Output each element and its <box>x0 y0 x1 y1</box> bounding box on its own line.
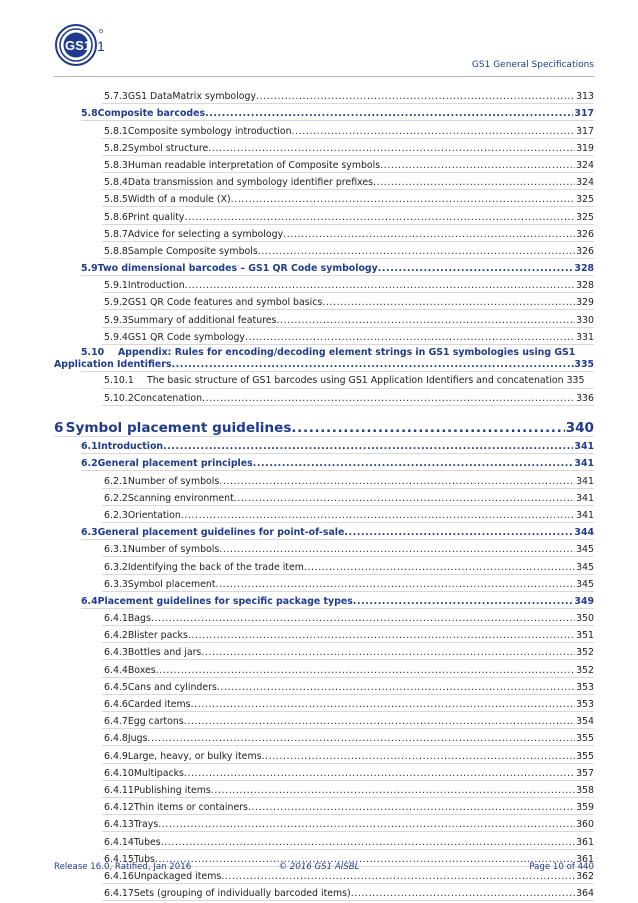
toc-entry-page: 325 <box>576 194 594 206</box>
toc-entry-subsection[interactable] <box>102 540 594 557</box>
toc-entry-page: 330 <box>576 314 594 326</box>
toc-entry-number: 6.3.1 <box>104 544 128 556</box>
toc-entry-subsection[interactable] <box>102 643 594 660</box>
toc-entry-page: 341 <box>576 492 594 504</box>
toc-entry-page: 317 <box>576 125 594 137</box>
toc-entry-section[interactable] <box>81 454 594 471</box>
toc-leader-dots <box>185 280 575 292</box>
toc-leader-dots <box>188 630 575 642</box>
toc-entry-number: 6.3.3 <box>104 578 128 590</box>
toc-entry-title: Bags <box>127 613 151 625</box>
toc-entry-page: 352 <box>576 664 594 676</box>
toc-entry-number: 6.2.3 <box>104 509 128 521</box>
toc-entry-number: 6.4.16 <box>104 870 134 882</box>
toc-entry-section[interactable] <box>54 345 594 372</box>
toc-entry-title: Appendix: Rules for encoding/decoding element strings in GS1 symbologies using GS1 <box>118 346 576 358</box>
toc-entry-title: Number of symbols <box>127 544 220 556</box>
toc-entry-title: Cans and cylinders <box>127 681 217 693</box>
toc-entry-number: 6.3 <box>81 527 98 539</box>
toc-entry-subsection[interactable] <box>102 660 594 677</box>
toc-entry-subsection[interactable] <box>102 489 594 506</box>
toc-entry-number: 6.1 <box>81 441 98 453</box>
toc-entry-number: 5.10.1 <box>104 374 134 386</box>
toc-leader-dots <box>256 91 575 103</box>
toc-entry-number: 5.9.2 <box>104 297 128 309</box>
toc-entry-title: Composite barcodes <box>97 108 206 120</box>
toc-entry-subsection[interactable] <box>102 781 594 798</box>
toc-entry-number: 6.4.3 <box>104 647 128 659</box>
toc-entry-title: GS1 QR Code features and symbol basics <box>127 297 323 309</box>
toc-entry-subsection[interactable] <box>102 695 594 712</box>
toc-entry-subsection[interactable] <box>102 190 594 207</box>
toc-entry-title: Symbol structure <box>127 142 209 154</box>
toc-entry-page: 317 <box>574 108 594 120</box>
toc-entry-number: 5.9 <box>81 263 98 275</box>
toc-entry-section[interactable] <box>81 104 594 121</box>
toc-entry-title: Carded items <box>127 699 191 710</box>
toc-entry-section[interactable] <box>81 523 594 540</box>
toc-entry-number: 5.8.4 <box>104 177 128 189</box>
document-title: GS1 General Specifications <box>471 60 594 70</box>
toc-leader-dots <box>211 785 575 797</box>
toc-leader-dots <box>292 126 576 138</box>
toc-entry-number: 5.10.2 <box>104 393 134 404</box>
toc-entry-title: Unpackaged items <box>133 870 222 882</box>
toc-entry-page: 349 <box>574 595 594 607</box>
toc-entry-page: 352 <box>576 647 594 659</box>
toc-entry-page: 345 <box>576 561 594 573</box>
toc-entry-page: 341 <box>574 458 594 470</box>
toc-entry-number: 6.4.14 <box>104 836 134 848</box>
toc-leader-dots <box>291 420 564 436</box>
toc-entry-number: 6.4.12 <box>104 802 134 814</box>
toc-leader-dots <box>172 359 575 371</box>
toc-leader-dots <box>219 544 575 556</box>
toc-entry-title: Sample Composite symbols <box>127 245 258 257</box>
toc-entry-number: 6.4.7 <box>104 716 128 728</box>
toc-leader-dots <box>261 751 575 763</box>
toc-entry-title: Width of a module (X) <box>127 194 231 206</box>
toc-entry-number: 6.2.2 <box>104 492 128 504</box>
toc-entry-title: Symbol placement <box>127 578 216 590</box>
toc-entry-page: 324 <box>576 159 594 171</box>
toc-leader-dots <box>378 263 574 275</box>
toc-entry-page: 324 <box>576 177 594 189</box>
toc-entry-title: Composite symbology introduction <box>127 125 292 137</box>
toc-entry-title: Orientation <box>127 509 181 521</box>
toc-entry-number: 6.4.13 <box>104 819 134 831</box>
toc-entry-title: General placement guidelines for point-of-sale <box>97 527 345 539</box>
footer-page-number: Page 10 of 440 <box>529 862 594 872</box>
toc-entry-number: 5.9.3 <box>104 314 128 326</box>
toc-entry-page: 344 <box>574 527 594 539</box>
toc-entry-page: 355 <box>576 733 594 745</box>
toc-entry-number: 5.8.3 <box>104 159 128 171</box>
table-of-contents <box>54 87 594 901</box>
toc-entry-page: 357 <box>576 767 594 779</box>
toc-leader-dots <box>253 458 574 470</box>
toc-entry-number: 6.4.4 <box>104 664 128 676</box>
logo-text: GS1 <box>65 38 92 53</box>
toc-entry-page: 328 <box>574 263 594 275</box>
toc-entry-subsection[interactable] <box>102 156 594 173</box>
toc-leader-dots <box>353 596 574 608</box>
toc-entry-page: 359 <box>576 802 594 814</box>
toc-entry-subsection[interactable] <box>102 832 594 849</box>
toc-leader-dots <box>231 194 575 206</box>
toc-entry-title: Identifying the back of the trade item <box>127 561 304 573</box>
toc-entry-title: Placement guidelines for specific package types <box>97 595 353 607</box>
toc-entry-title: Symbol placement guidelines <box>65 420 292 436</box>
toc-leader-dots <box>191 699 576 711</box>
toc-leader-dots <box>205 108 573 120</box>
toc-entry-page: 364 <box>576 888 594 900</box>
toc-entry-title: Thin items or containers <box>133 802 248 814</box>
toc-entry-page: 326 <box>576 245 594 257</box>
toc-entry-title: GS1 DataMatrix symbology <box>127 91 256 103</box>
toc-entry-number: 5.8 <box>81 108 98 120</box>
toc-entry-subsection[interactable] <box>102 575 594 592</box>
toc-entry-page: 325 <box>576 211 594 223</box>
footer-release: Release 16.0, Ratified, Jan 2016 <box>54 862 192 872</box>
toc-leader-dots <box>219 476 575 488</box>
toc-leader-dots <box>322 297 575 309</box>
toc-entry-title: Print quality <box>127 211 185 223</box>
toc-entry-subsection[interactable] <box>102 389 594 406</box>
toc-entry-title-continued: Application Identifiers <box>54 358 172 370</box>
gs1-logo <box>54 22 116 68</box>
toc-entry-page: 361 <box>576 853 594 865</box>
toc-entry-page: 362 <box>576 870 594 882</box>
toc-leader-dots <box>156 665 575 677</box>
toc-entry-subsection[interactable] <box>102 87 594 104</box>
toc-leader-dots <box>184 716 575 728</box>
toc-leader-dots <box>184 768 575 780</box>
toc-leader-dots <box>283 229 575 241</box>
toc-leader-dots <box>158 819 575 831</box>
toc-leader-dots <box>161 837 575 849</box>
header-divider <box>54 76 594 77</box>
toc-entry-number: 6.4.17 <box>104 888 134 900</box>
footer-copyright: © 2016 GS1 AISBL <box>278 862 360 872</box>
toc-entry-number: 6.4 <box>81 595 98 607</box>
toc-entry-subsection[interactable] <box>102 276 594 293</box>
toc-entry-section[interactable] <box>81 259 594 276</box>
toc-entry-page: 340 <box>565 420 594 436</box>
toc-entry-title: Blister packs <box>127 630 188 642</box>
toc-entry-number: 6.2.1 <box>104 475 128 487</box>
toc-entry-title: Two dimensional barcodes – GS1 QR Code symbology <box>97 263 378 275</box>
toc-entry-subsection[interactable] <box>102 678 594 695</box>
toc-leader-dots <box>380 160 575 172</box>
toc-entry-page: 345 <box>576 578 594 590</box>
toc-entry-title: Boxes <box>127 664 156 676</box>
toc-entry-subsection[interactable] <box>102 242 594 259</box>
toc-entry-number: 5.8.8 <box>104 245 128 257</box>
toc-entry-number: 6.4.2 <box>104 630 128 642</box>
toc-leader-dots <box>184 212 575 224</box>
toc-entry-page: 328 <box>576 280 594 292</box>
toc-entry-page: 351 <box>576 630 594 642</box>
toc-entry-number: 6.3.2 <box>104 561 128 573</box>
toc-entry-page: 319 <box>576 142 594 154</box>
toc-entry-subsection[interactable] <box>102 293 594 310</box>
toc-entry-subsection[interactable] <box>102 506 594 523</box>
toc-entry-page: 353 <box>576 699 594 710</box>
toc-entry-title: The basic structure of GS1 barcodes using GS1 Application Identifiers and concatenation 335 <box>147 374 585 386</box>
toc-leader-dots <box>202 393 575 405</box>
toc-leader-dots <box>201 647 575 659</box>
toc-entry-subsection[interactable] <box>102 207 594 224</box>
toc-entry-title: Number of symbols <box>127 475 220 487</box>
toc-entry-number: 6.4.5 <box>104 681 128 693</box>
toc-entry-page: 355 <box>576 750 594 762</box>
toc-leader-dots <box>351 888 575 900</box>
toc-entry-number: 5.8.6 <box>104 211 128 223</box>
toc-entry-subsection[interactable] <box>102 884 594 901</box>
toc-entry-title: Data transmission and symbology identifier prefixes <box>127 177 374 189</box>
toc-leader-dots <box>258 246 575 258</box>
toc-entry-number: 5.10 <box>81 346 105 358</box>
toc-entry-title: Tubs <box>133 853 155 865</box>
toc-entry-title: General placement principles <box>97 458 253 470</box>
toc-entry-page: 329 <box>576 297 594 309</box>
toc-leader-dots <box>373 177 575 189</box>
toc-entry-number: 5.9.1 <box>104 280 128 292</box>
toc-leader-dots <box>163 441 573 453</box>
toc-entry-title: Concatenation <box>133 393 203 404</box>
toc-entry-title: Scanning environment <box>127 492 234 504</box>
toc-leader-dots <box>151 613 575 625</box>
toc-leader-dots <box>276 315 575 327</box>
toc-entry-subsection[interactable] <box>102 372 594 389</box>
toc-entry-title: Multipacks <box>133 767 184 779</box>
toc-leader-dots <box>147 733 575 745</box>
toc-entry-page: 345 <box>576 544 594 556</box>
toc-leader-dots <box>216 579 576 591</box>
toc-entry-subsection[interactable] <box>102 764 594 781</box>
toc-entry-subsection[interactable] <box>102 328 594 345</box>
toc-entry-page: 353 <box>576 681 594 693</box>
toc-leader-dots <box>221 871 575 883</box>
toc-entry-title: Jugs <box>127 733 148 745</box>
toc-entry-subsection[interactable] <box>102 729 594 746</box>
toc-entry-title: Large, heavy, or bulky items <box>127 750 262 762</box>
toc-entry-number: 5.8.2 <box>104 142 128 154</box>
toc-entry-page: 326 <box>576 228 594 240</box>
toc-leader-dots <box>248 802 575 814</box>
toc-entry-number: 6.4.8 <box>104 733 128 745</box>
toc-entry-chapter[interactable] <box>54 412 594 437</box>
toc-entry-number: 6.4.1 <box>104 613 128 625</box>
toc-entry-number: 6.4.9 <box>104 750 128 762</box>
toc-entry-subsection[interactable] <box>102 815 594 832</box>
toc-entry-number: 5.9.4 <box>104 331 128 343</box>
toc-entry-subsection[interactable] <box>102 746 594 763</box>
toc-entry-page: 341 <box>576 509 594 521</box>
toc-entry-page: 331 <box>576 331 594 343</box>
toc-entry-page: 361 <box>576 836 594 848</box>
svg-text:1: 1 <box>97 38 105 54</box>
toc-entry-title: Sets (grouping of individually barcoded items) <box>133 888 351 900</box>
toc-entry-page: 354 <box>576 716 594 728</box>
toc-entry-number: 5.8.7 <box>104 228 128 240</box>
toc-entry-title: Introduction <box>97 441 164 453</box>
toc-entry-subsection[interactable] <box>102 798 594 815</box>
toc-leader-dots <box>304 562 575 574</box>
toc-leader-dots <box>208 143 575 155</box>
toc-entry-subsection[interactable] <box>102 310 594 327</box>
toc-entry-number: 5.8.1 <box>104 125 128 137</box>
toc-entry-subsection[interactable] <box>102 626 594 643</box>
toc-entry-subsection[interactable] <box>102 557 594 574</box>
toc-entry-title: Publishing items <box>133 784 211 796</box>
toc-entry-page: 335 <box>574 358 594 370</box>
toc-entry-page: 313 <box>576 91 594 103</box>
toc-leader-dots <box>344 527 573 539</box>
toc-leader-dots <box>234 493 575 505</box>
toc-entry-page: 358 <box>576 784 594 796</box>
toc-entry-title: Bottles and jars <box>127 647 202 659</box>
toc-entry-title: Egg cartons <box>127 716 184 728</box>
toc-entry-page: 341 <box>576 475 594 487</box>
toc-leader-dots <box>245 332 575 344</box>
toc-entry-subsection[interactable] <box>102 609 594 626</box>
toc-entry-number: 6.4.15 <box>104 853 134 865</box>
toc-entry-number: 5.8.5 <box>104 194 128 206</box>
toc-entry-title: Tubes <box>133 836 161 848</box>
toc-entry-subsection[interactable] <box>102 712 594 729</box>
toc-entry-title: Summary of additional features <box>127 314 277 326</box>
toc-entry-subsection[interactable] <box>102 121 594 138</box>
toc-leader-dots <box>217 682 575 694</box>
toc-leader-dots <box>181 510 575 522</box>
toc-entry-subsection[interactable] <box>102 471 594 488</box>
toc-entry-number: 6.4.6 <box>104 699 128 710</box>
toc-entry-subsection[interactable] <box>102 139 594 156</box>
toc-entry-title: Trays <box>133 819 159 831</box>
toc-entry-page: 341 <box>574 441 594 453</box>
toc-entry-title: Advice for selecting a symbology <box>127 228 284 240</box>
toc-entry-page: 350 <box>576 613 594 625</box>
toc-entry-section[interactable] <box>81 592 594 609</box>
toc-entry-number: 6.4.11 <box>104 784 134 796</box>
toc-entry-title: GS1 QR Code symbology <box>127 331 245 343</box>
toc-entry-section[interactable] <box>81 437 594 454</box>
toc-entry-subsection[interactable] <box>102 225 594 242</box>
toc-entry-number: 6.2 <box>81 458 98 470</box>
toc-entry-title: Human readable interpretation of Composite symbols <box>127 159 381 171</box>
toc-entry-title: Introduction <box>127 280 185 292</box>
toc-entry-number: 5.7.3 <box>104 91 128 103</box>
toc-entry-number: 6.4.10 <box>104 767 134 779</box>
toc-entry-page: 360 <box>576 819 594 831</box>
toc-entry-subsection[interactable] <box>102 173 594 190</box>
toc-entry-number: 6 <box>54 420 64 436</box>
toc-entry-page: 336 <box>576 393 594 404</box>
